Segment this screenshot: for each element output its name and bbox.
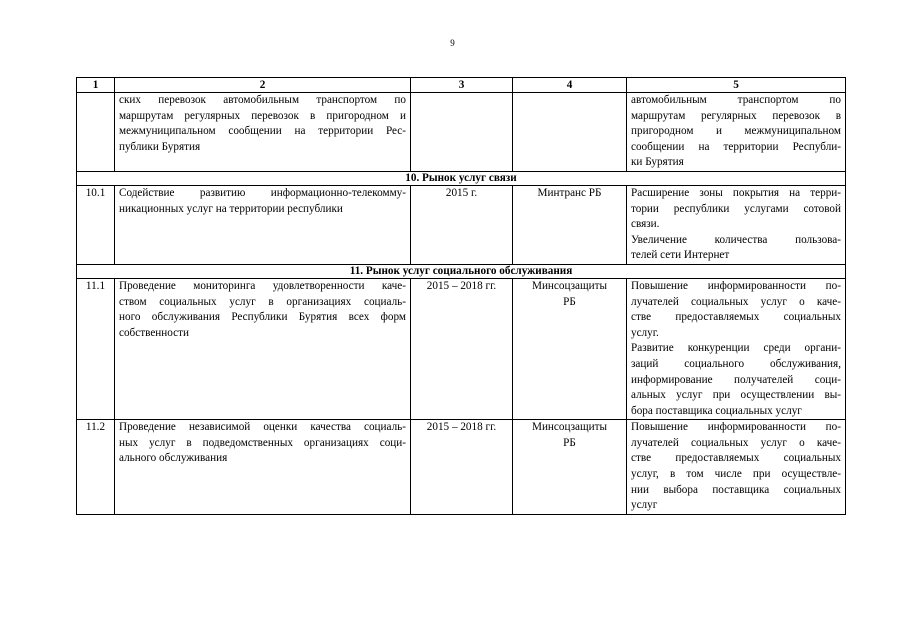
text-line: Увеличение количества пользова-	[631, 233, 841, 246]
text-line: Минтранс РБ	[537, 186, 602, 199]
column-header-4: 4	[513, 78, 627, 93]
cell-num: 11.2	[77, 420, 115, 515]
text-line: собственности	[119, 326, 189, 339]
text-line: услуг	[631, 499, 658, 512]
text-line: автомобильным транспортом по	[631, 94, 841, 106]
cell-period: 2015 – 2018 гг.	[411, 278, 513, 419]
text-line: сообщении на территории Республи-	[631, 140, 841, 153]
column-header-2: 2	[115, 78, 411, 93]
text-line: Минсоцзащиты	[532, 279, 607, 292]
cell-period	[411, 93, 513, 172]
text-line: Содействие развитию информационно-телекомму-	[119, 186, 406, 199]
text-line: ных услуг в подведомственных организациях соци-	[119, 436, 406, 449]
text-line: маршрутам регулярных перевозок в пригородном и	[119, 109, 406, 122]
column-header-5: 5	[627, 78, 846, 93]
text-line: бора поставщика социальных услуг	[631, 404, 802, 417]
text-line: заций социального обслуживания,	[631, 357, 841, 370]
text-line: ки Бурятия	[631, 156, 684, 169]
cell-result	[627, 93, 846, 172]
text-line: Проведение независимой оценки качества социаль-	[119, 421, 406, 434]
section-title: 10. Рынок услуг связи	[77, 171, 846, 185]
text-line: Проведение мониторинга удовлетворенности каче-	[119, 279, 406, 292]
text-line: Повышение информированности по-	[631, 279, 841, 292]
text-line: лучателей социальных услуг о каче-	[631, 436, 841, 449]
cell-num	[77, 93, 115, 172]
header-row	[77, 78, 846, 93]
cell-result	[627, 185, 846, 264]
text-line: ских перевозок автомобильным транспортом по	[119, 94, 406, 106]
cell-description	[115, 278, 411, 419]
cell-result	[627, 420, 846, 515]
text-line: информирование получателей соци-	[631, 373, 841, 386]
cell-responsible	[513, 185, 627, 264]
text-line: лучателей социальных услуг о каче-	[631, 295, 841, 308]
text-line: Минсоцзащиты	[532, 421, 607, 434]
text-line: никационных услуг на территории республики	[119, 202, 343, 215]
page-number: 9	[450, 38, 455, 48]
cell-num: 11.1	[77, 278, 115, 419]
text-line: пригородном и межмуниципальном	[631, 125, 841, 138]
text-line: альных услуг при осуществлении вы-	[631, 389, 841, 402]
table-row	[77, 278, 846, 419]
cell-num: 10.1	[77, 185, 115, 264]
text-line: ством социальных услуг в организациях социаль-	[119, 295, 406, 308]
cell-period: 2015 г.	[411, 185, 513, 264]
cell-result	[627, 278, 846, 419]
text-line: маршрутам регулярных перевозок в	[631, 109, 841, 122]
cell-description	[115, 93, 411, 172]
text-line: Развитие конкуренции среди органи-	[631, 342, 841, 355]
text-line: стве предоставляемых социальных	[631, 311, 841, 324]
text-line: Расширение зоны покрытия на терри-	[631, 186, 841, 199]
cell-responsible	[513, 278, 627, 419]
text-line: РБ	[563, 295, 576, 308]
section-header-row	[77, 171, 846, 185]
section-header-row	[77, 264, 846, 278]
text-line: тории республики услугами сотовой	[631, 202, 841, 215]
text-line: межмуниципальном сообщении на территории Рес-	[119, 125, 406, 138]
text-line: публики Бурятия	[119, 140, 201, 153]
column-header-1: 1	[77, 78, 115, 93]
text-line: ного обслуживания Республики Бурятия всех форм	[119, 311, 406, 324]
text-line: связи.	[631, 218, 660, 231]
section-title: 11. Рынок услуг социального обслуживания	[77, 264, 846, 278]
text-line: телей сети Интернет	[631, 249, 730, 262]
text-line: услуг, в том числе при осуществле-	[631, 468, 841, 481]
text-line: Повышение информированности по-	[631, 421, 841, 434]
text-line: стве предоставляемых социальных	[631, 452, 841, 465]
measures-table	[76, 77, 846, 515]
table-row-continuation	[77, 93, 846, 172]
cell-responsible	[513, 420, 627, 515]
column-header-3: 3	[411, 78, 513, 93]
text-line: нии выбора поставщика социальных	[631, 483, 841, 496]
cell-description	[115, 185, 411, 264]
text-line: ального обслуживания	[119, 452, 228, 465]
text-line: РБ	[563, 436, 576, 449]
cell-period: 2015 – 2018 гг.	[411, 420, 513, 515]
cell-responsible	[513, 93, 627, 172]
table-row	[77, 420, 846, 515]
text-line: услуг.	[631, 326, 659, 339]
table-row	[77, 185, 846, 264]
cell-description	[115, 420, 411, 515]
